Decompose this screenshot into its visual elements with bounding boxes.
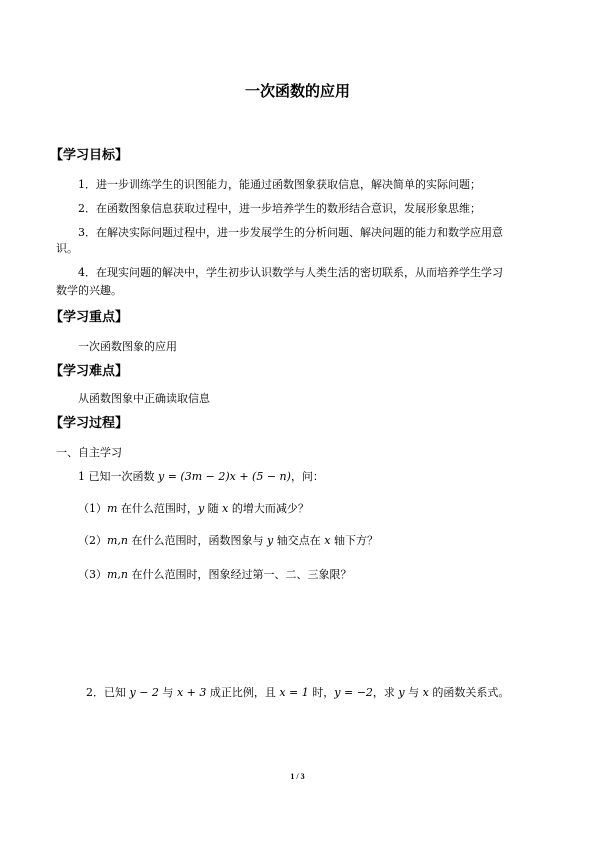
q1-sub1-post: 的增大而减少？ — [228, 502, 309, 515]
q2-p4: 时， — [308, 686, 335, 699]
question-1-part-2 — [78, 532, 378, 549]
q1-sub2-x: x — [324, 534, 331, 547]
q1-intro-post: ，问： — [290, 470, 324, 483]
q1-sub2-y: y — [267, 534, 274, 547]
q1-sub3-pre: （3） — [78, 568, 107, 581]
process-heading: 【学习过程】 — [50, 416, 129, 431]
q1-sub2-post: 轴下方？ — [330, 534, 378, 547]
q1-sub1-x: x — [222, 502, 229, 515]
question-1-part-3 — [78, 566, 352, 583]
goals-heading: 【学习目标】 — [50, 148, 129, 163]
q2-e1: y − 2 — [129, 686, 159, 699]
q2-e5: y — [398, 686, 405, 699]
q2-e3: x = 1 — [279, 686, 309, 699]
q2-p6: 与 — [404, 686, 423, 699]
key-text: 一次函数图象的应用 — [78, 340, 177, 353]
question-1-part-1 — [78, 500, 309, 517]
goal-3-continued: 识。 — [56, 242, 78, 255]
page-number: 1 / 3 — [290, 772, 305, 781]
q1-sub2-pre: （2） — [78, 534, 107, 547]
page-title: 一次函数的应用 — [244, 82, 350, 100]
difficulty-heading: 【学习难点】 — [50, 364, 129, 379]
q2-e2: x + 3 — [176, 686, 207, 699]
self-study-heading: 一、自主学习 — [56, 446, 122, 459]
goal-4-continued: 数学的兴趣。 — [56, 284, 122, 297]
q1-sub2-mid2: 轴交点在 — [273, 534, 325, 547]
q2-p7: 的函数关系式。 — [428, 686, 510, 699]
q1-intro-pre: 1 已知一次函数 — [78, 470, 158, 483]
q2-p2: 与 — [158, 686, 177, 699]
q1-sub3-post: 在什么范围时，图象经过第一、二、三象限？ — [128, 568, 352, 581]
q2-p5: ，求 — [372, 686, 399, 699]
q1-sub1-m: m — [107, 502, 118, 515]
difficulty-text: 从函数图象中正确读取信息 — [78, 392, 210, 405]
q1-sub2-mn: m,n — [107, 534, 129, 547]
q2-p1: 2．已知 — [86, 686, 130, 699]
q2-e4: y = −2 — [334, 686, 373, 699]
q1-sub1-mid2: 随 — [204, 502, 223, 515]
question-2 — [86, 684, 509, 701]
goal-2: 2．在函数图象信息获取过程中，进一步培养学生的数形结合意识，发展形象思维； — [78, 202, 481, 215]
goal-3: 3．在解决实际问题过程中，进一步发展学生的分析问题、解决问题的能力和数学应用意 — [78, 226, 503, 239]
goal-4: 4．在现实问题的解决中，学生初步认识数学与人类生活的密切联系，从而培养学生学习 — [78, 266, 503, 279]
q2-e6: x — [422, 686, 429, 699]
q1-sub3-mn: m,n — [107, 568, 129, 581]
goal-1: 1．进一步训练学生的识图能力，能通过函数图象获取信息，解决简单的实际问题； — [78, 178, 481, 191]
key-heading: 【学习重点】 — [50, 310, 129, 325]
q1-formula: y = (3m − 2)x + (5 − n) — [158, 470, 291, 483]
q1-sub1-pre: （1） — [78, 502, 107, 515]
q2-p3: 成正比例，且 — [206, 686, 280, 699]
q1-sub2-mid: 在什么范围时，函数图象与 — [128, 534, 268, 547]
q1-sub1-mid: 在什么范围时， — [117, 502, 198, 515]
q1-sub1-y: y — [197, 502, 205, 515]
question-1-intro — [78, 468, 324, 485]
